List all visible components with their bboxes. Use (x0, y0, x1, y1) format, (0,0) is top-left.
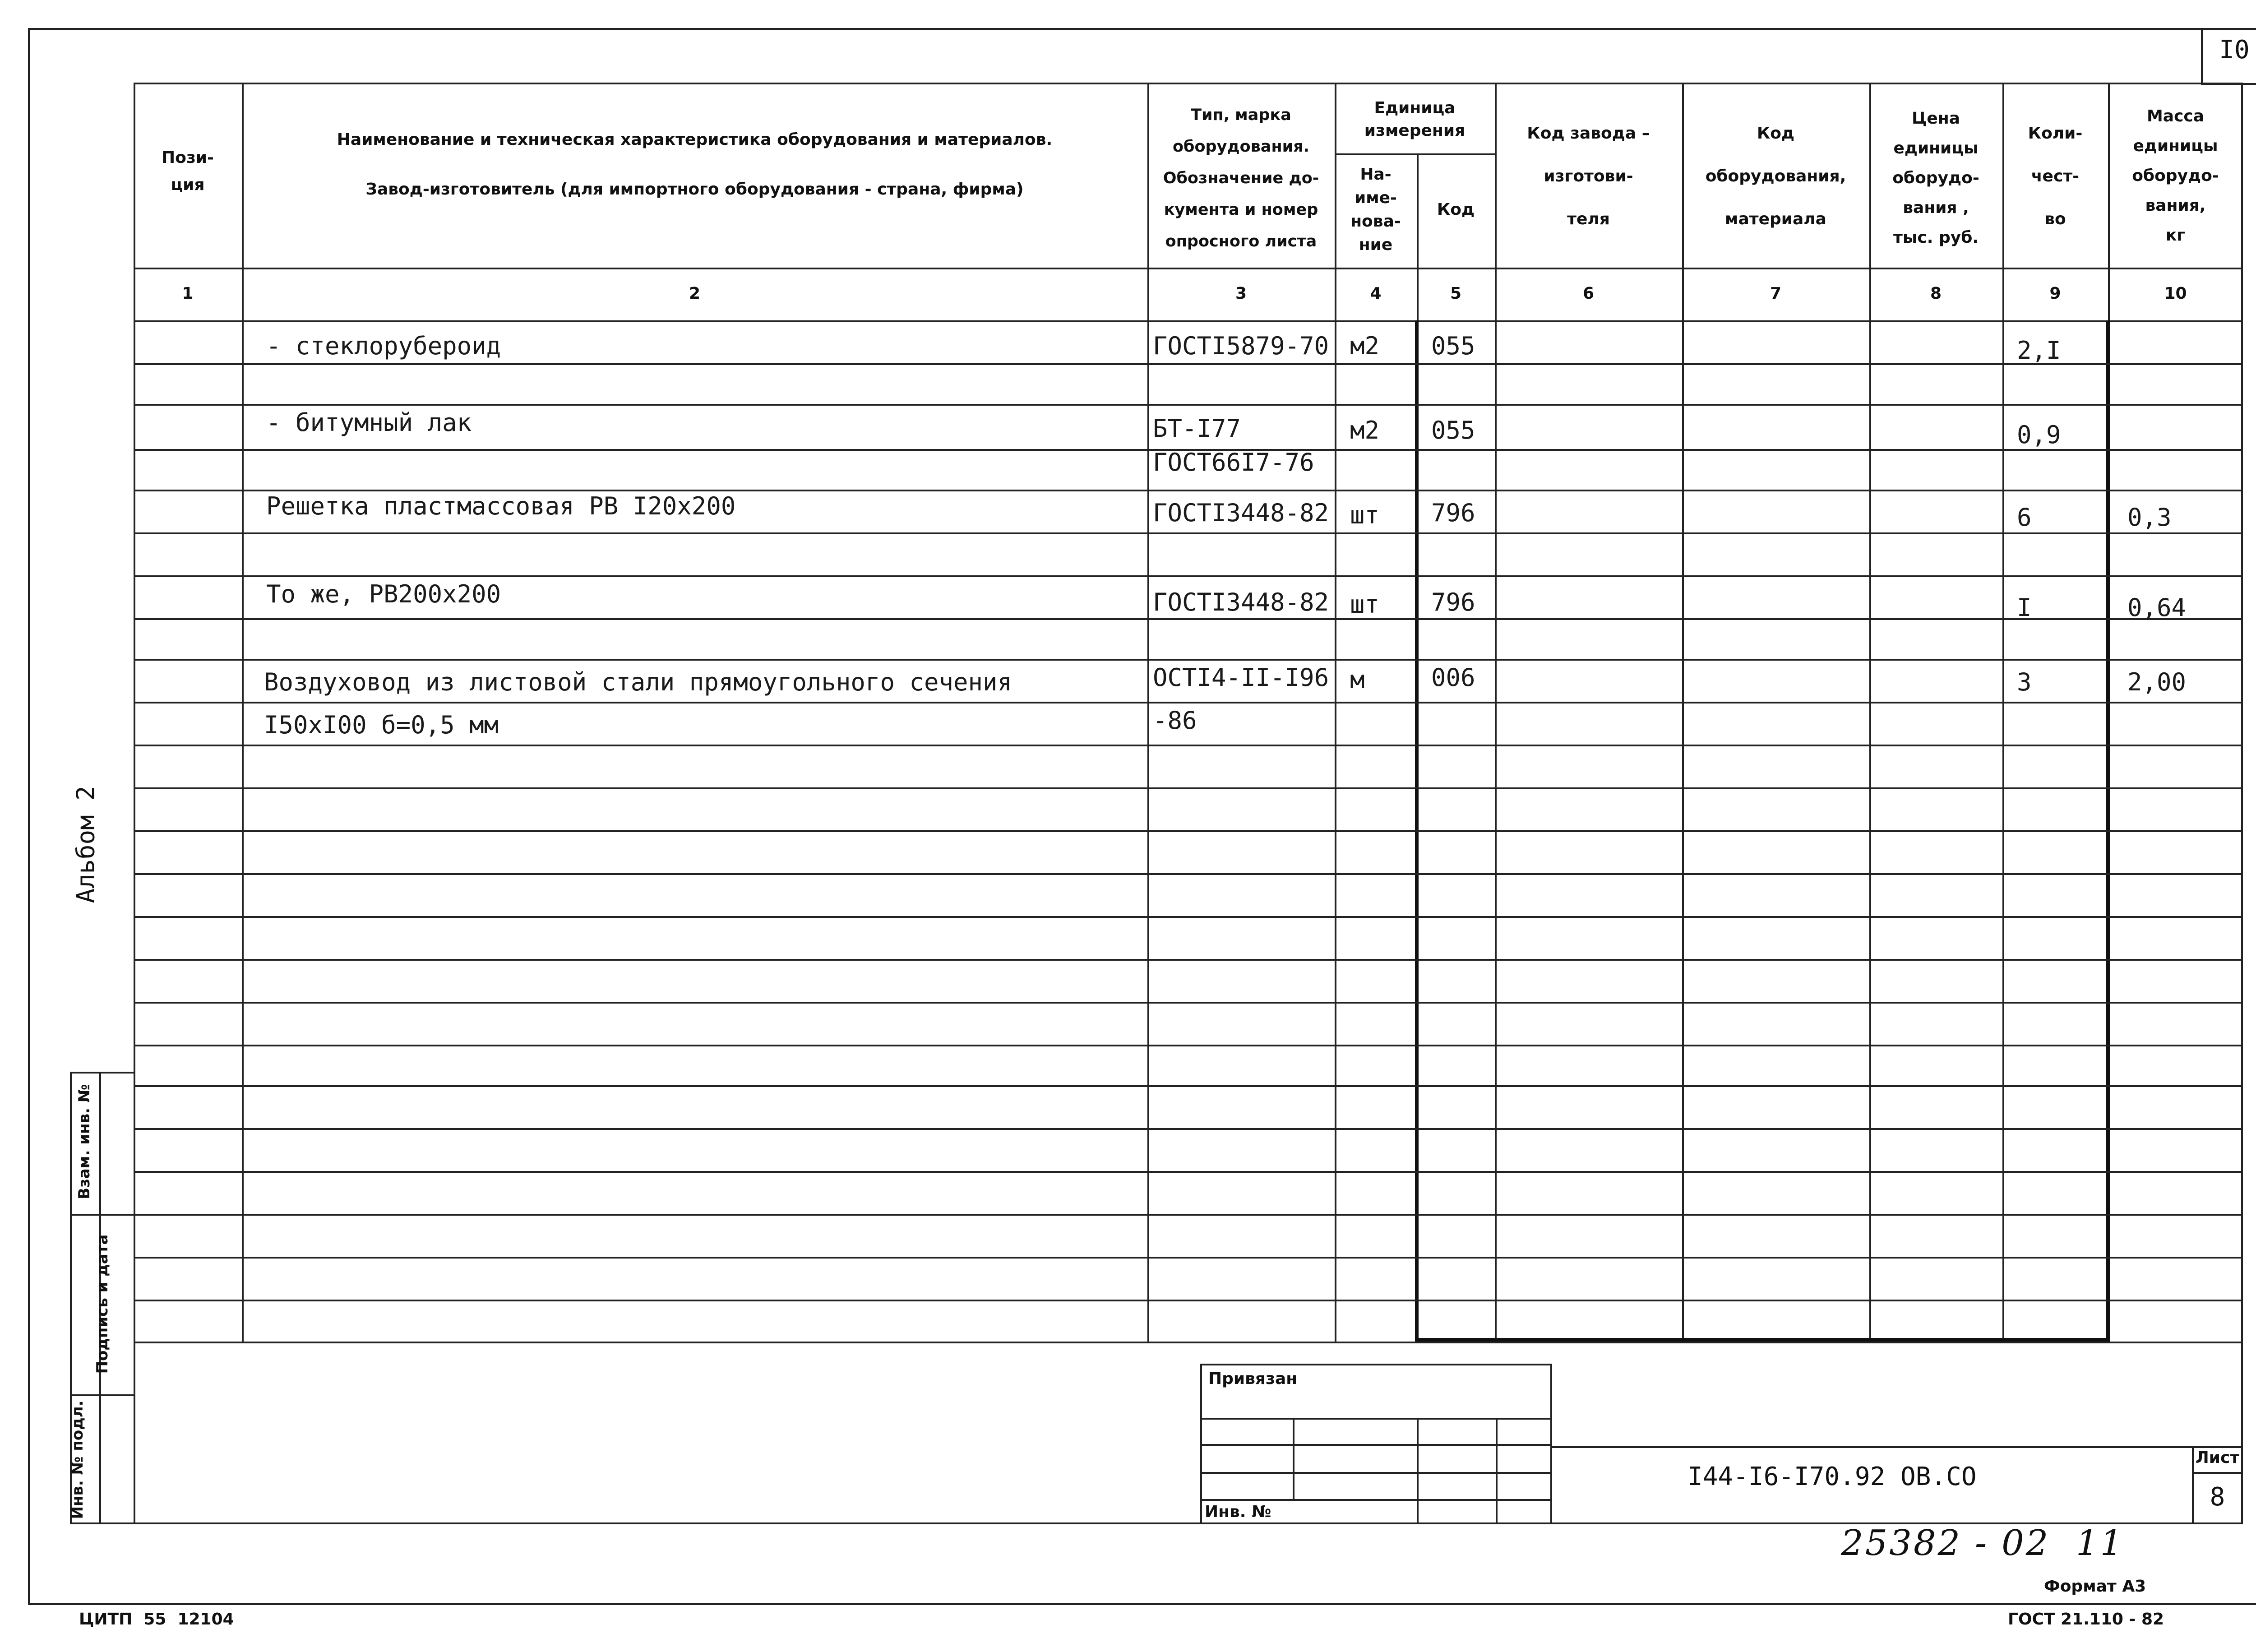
row-0-unit: м2 (1350, 332, 1380, 360)
row-line (134, 1257, 2243, 1259)
row-line (134, 787, 2243, 789)
row-4-doc: ГОСТI3448-82 (1153, 499, 1329, 527)
row-0-code: 055 (1431, 332, 1475, 360)
header-quantity: Коли- чест- во (2028, 124, 2083, 228)
row-line (134, 618, 2243, 620)
unit-subheader-line (1335, 153, 1495, 155)
privyazan-v-3 (1496, 1418, 1498, 1524)
row-line (134, 1045, 2243, 1046)
row-6-unit: шт (1350, 590, 1380, 619)
row-2-unit: м2 (1350, 416, 1380, 444)
vzam-inv-label: Взам. инв. № (75, 1084, 93, 1199)
privyazan-line-4 (1200, 1499, 1552, 1501)
row-line (134, 830, 2243, 832)
colnum-7: 7 (1770, 284, 1782, 303)
row-line (134, 363, 2243, 365)
header-plant-code: Код завода – изготови- теля (1527, 124, 1650, 228)
row-2-name: - битумный лак (266, 408, 472, 437)
row-line (134, 702, 2243, 703)
row-line (134, 1300, 2243, 1301)
row-9-name: I50xI00 б=0,5 мм (264, 711, 499, 739)
margin-line-2 (70, 1394, 135, 1396)
header-unit-code: Код (1437, 200, 1475, 219)
row-0-qty: 2,I (2017, 336, 2061, 365)
header-bottom-line (134, 268, 2243, 269)
row-4-qty: 6 (2017, 503, 2032, 532)
designation-top-line (1552, 1446, 2243, 1448)
privyazan-line-1 (1200, 1418, 1552, 1420)
colnum-2: 2 (689, 284, 701, 303)
row-line (134, 1002, 2243, 1004)
row-4-unit: шт (1350, 501, 1380, 529)
inv-no-label: Инв. № (1205, 1503, 1271, 1521)
row-line (134, 532, 2243, 534)
row-line (134, 1085, 2243, 1087)
row-line (134, 745, 2243, 746)
header-name-line2: Завод-изготовитель (для импортного оборудования - страна, фирма) (365, 180, 1024, 199)
row-4-mass: 0,3 (2127, 503, 2172, 532)
row-4-name: Решетка пластмассовая РВ I20x200 (266, 492, 736, 520)
header-position: Пози- ция (162, 148, 214, 194)
row-8-unit: м (1350, 666, 1365, 694)
row-2-doc: БТ-I77 (1153, 414, 1241, 443)
row-line (134, 659, 2243, 661)
privyazan-v-1 (1293, 1418, 1294, 1499)
row-6-code: 796 (1431, 588, 1475, 616)
header-unit-price: Цена единицы оборудо- вания , тыс. руб. (1892, 109, 1979, 247)
col-line-7 (1869, 83, 1871, 1342)
col-line-8 (2002, 83, 2004, 1342)
header-type-doc: Тип, марка оборудования. Обозначение до- кумента и номер опросного листа (1163, 106, 1319, 250)
row-2-code: 055 (1431, 416, 1475, 444)
col-line-3 (1335, 83, 1336, 1342)
row-8-mass: 2,00 (2127, 668, 2187, 696)
format-label: Формат А3 (2044, 1577, 2146, 1596)
margin-line-1 (70, 1214, 135, 1216)
row-6-name: То же, РВ200x200 (266, 580, 501, 608)
sheet-number: 8 (2210, 1482, 2225, 1512)
row-6-mass: 0,64 (2127, 593, 2187, 622)
inv-podl-label: Инв. № подл. (69, 1400, 87, 1519)
document-designation: I44-I6-I70.92 ОВ.СО (1687, 1462, 1977, 1491)
header-unit-mass: Масса единицы оборудо- вания, кг (2132, 107, 2219, 245)
row-6-doc: ГОСТI3448-82 (1153, 588, 1329, 616)
row-8-code: 006 (1431, 663, 1475, 692)
album-label: Альбом 2 (71, 786, 100, 903)
col-line-5 (1495, 83, 1497, 1342)
row-4-code: 796 (1431, 499, 1475, 527)
colnum-4: 4 (1370, 284, 1382, 303)
row-9-doc: -86 (1153, 706, 1197, 735)
row-line (134, 575, 2243, 577)
row-2-qty: 0,9 (2017, 421, 2061, 449)
colnum-8: 8 (1930, 284, 1942, 303)
header-unit-group: Единица измерения (1364, 99, 1465, 140)
row-line (134, 873, 2243, 875)
podpis-data-label: Подпись и дата (93, 1234, 111, 1374)
colnum-1: 1 (182, 284, 194, 303)
sheet-label: Лист (2195, 1448, 2240, 1467)
bold-bottom (1415, 1338, 2110, 1342)
privyazan-v-2 (1417, 1418, 1419, 1524)
row-8-name: Воздуховод из листовой стали прямоугольного сечения (264, 668, 1012, 696)
row-0-doc: ГОСТI5879-70 (1153, 332, 1329, 360)
row-8-doc: ОСТI4-II-I96 (1153, 663, 1329, 692)
row-8-qty: 3 (2017, 668, 2032, 696)
body-bottom-line (134, 1342, 2243, 1343)
colnum-9: 9 (2049, 284, 2061, 303)
gost-label: ГОСТ 21.110 - 82 (2008, 1610, 2164, 1629)
row-line (134, 916, 2243, 918)
row-6-qty: I (2017, 593, 2032, 622)
row-line (134, 490, 2243, 491)
corner-sheet-number: I0 (2219, 35, 2250, 65)
header-equipment-code: Код оборудования, материала (1705, 124, 1846, 228)
header-unit-name: На- име- нова- ние (1350, 165, 1401, 254)
row-3-doc: ГОСТ66I7-76 (1153, 448, 1314, 477)
colnum-5: 5 (1450, 284, 1462, 303)
colnum-3: 3 (1235, 284, 1247, 303)
privyazan-label: Привязан (1208, 1370, 1298, 1388)
header-name-line1: Наименование и техническая характеристика оборудования и материалов. (337, 130, 1053, 149)
handwritten-number: 25382 - 02 11 (1841, 1523, 2125, 1564)
row-line (134, 404, 2243, 406)
row-line (134, 1171, 2243, 1173)
colnum-10: 10 (2164, 284, 2187, 303)
row-line (134, 959, 2243, 961)
row-0-name: - стеклорубероид (266, 332, 501, 360)
publisher-label: ЦИТП 55 12104 (79, 1610, 234, 1629)
col-line-6 (1682, 83, 1684, 1342)
privyazan-line-2 (1200, 1444, 1552, 1446)
numbers-bottom-line (134, 320, 2243, 322)
sheet-box-mid (2192, 1472, 2243, 1474)
privyazan-line-3 (1200, 1472, 1552, 1474)
col-line-1 (242, 83, 244, 1342)
colnum-6: 6 (1582, 284, 1595, 303)
row-line (134, 1214, 2243, 1216)
col-line-2 (1147, 83, 1149, 1342)
row-line (134, 1128, 2243, 1130)
